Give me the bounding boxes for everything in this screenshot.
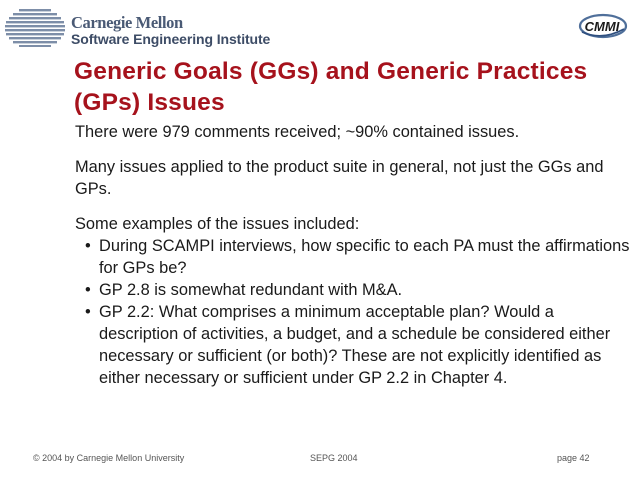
slide-title: Generic Goals (GGs) and Generic Practices (GPs) Issues (74, 58, 588, 116)
footer-copyright: © 2004 by Carnegie Mellon University (33, 453, 185, 463)
cmmi-logo-text: CMMI (584, 19, 620, 34)
footer-event: SEPG 2004 (310, 453, 358, 463)
bullet-text: During SCAMPI interviews, how specific to each PA must the affirmations for GPs be? (99, 237, 630, 277)
examples-intro: Some examples of the issues included: (75, 215, 360, 233)
list-item (75, 301, 630, 389)
footer-page-number: page 42 (557, 453, 590, 463)
bullet-marker: • (85, 303, 91, 321)
bullet-marker: • (85, 281, 91, 299)
examples-block (75, 213, 630, 389)
logo-sei: Software Engineering Institute (71, 31, 271, 47)
sei-wordmark (71, 14, 270, 48)
list-item (75, 279, 630, 301)
list-item (75, 235, 630, 279)
bullet-text: GP 2.2: What comprises a minimum acceptable plan? Would a description of activities, a budget, and a schedule be considered either necessary or sufficient (or both)? These are not explicitly identified as either necessary or sufficient under GP 2.2 in Chapter 4. (99, 303, 611, 387)
logo-carnegie-mellon: Carnegie Mellon (71, 13, 183, 32)
issue-list (75, 235, 630, 389)
bullet-text: GP 2.8 is somewhat redundant with M&A. (99, 281, 403, 299)
cmmi-logo-icon (576, 11, 628, 41)
paragraph-product-suite: Many issues applied to the product suite in general, not just the GGs and GPs. (75, 158, 604, 198)
paragraph-comments: There were 979 comments received; ~90% contained issues. (75, 123, 520, 141)
bullet-marker: • (85, 237, 91, 255)
sei-globe-logo-icon (5, 9, 65, 47)
